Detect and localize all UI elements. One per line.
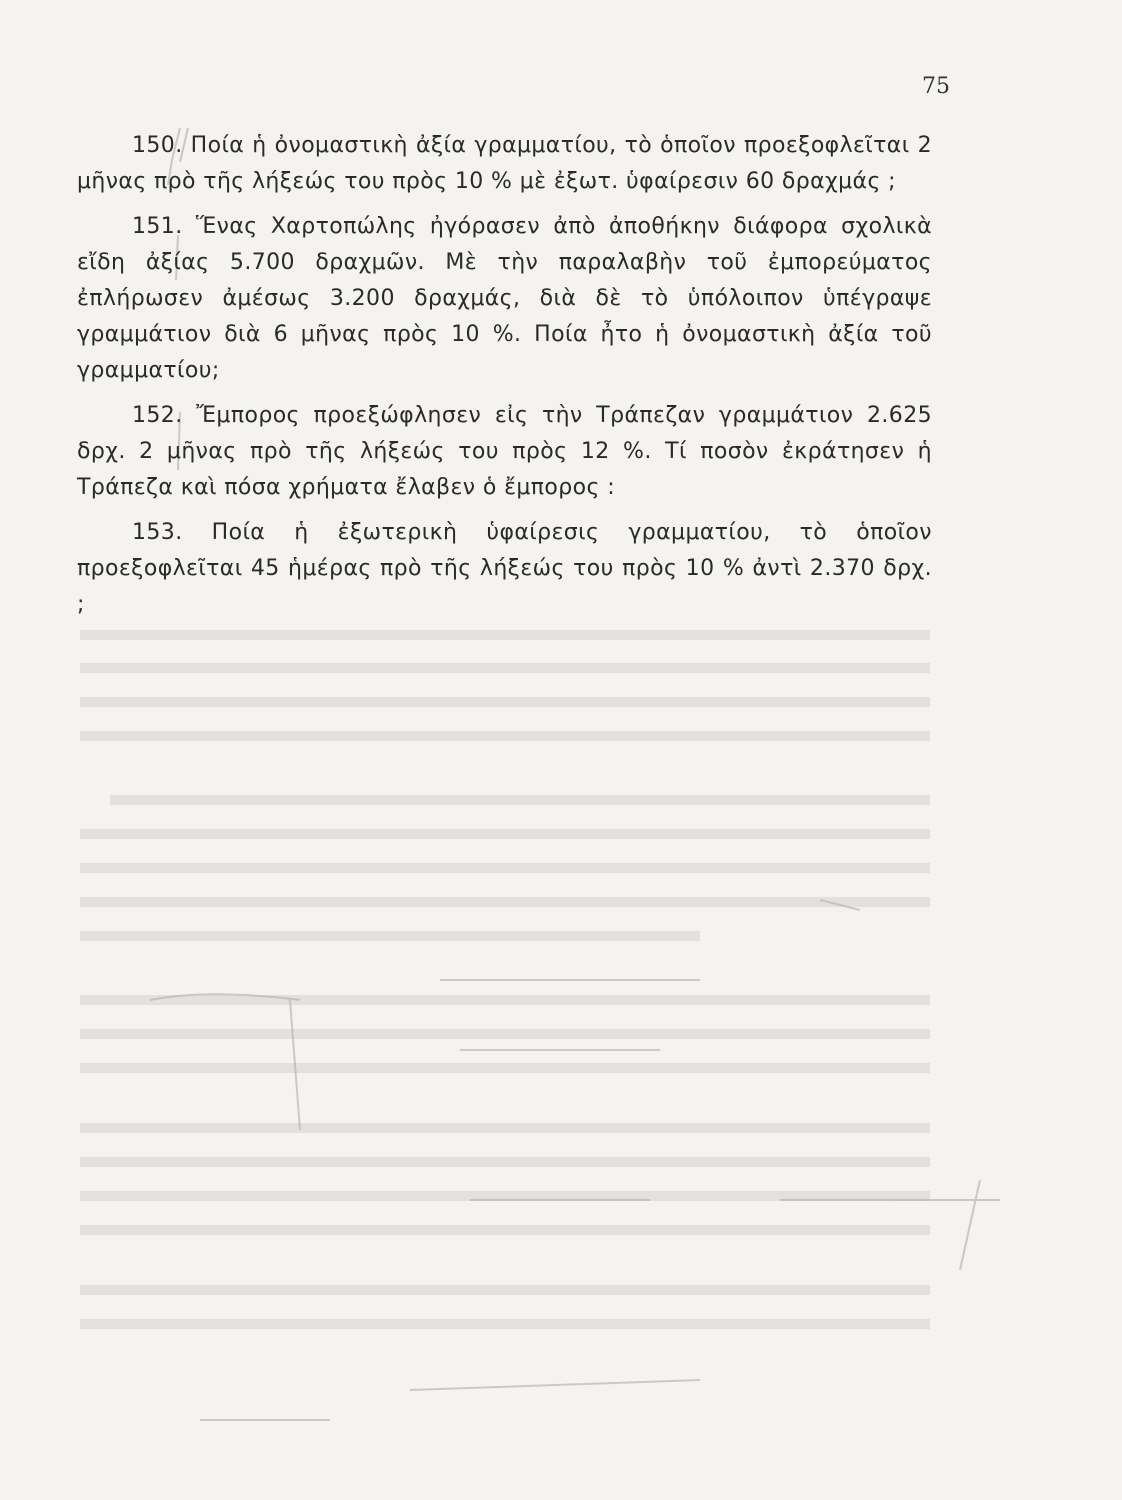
exercise-number: 150. [132,133,183,158]
exercise-152 [77,398,932,506]
page-number: 75 [922,74,950,99]
exercise-text: Ποία ἡ ὀνομαστικὴ ἀξία γραμματίου, τὸ ὁποῖον προεξοφλεῖται 2 μῆνας πρὸ τῆς λήξεώς του πρὸς 10 % μὲ ἐξωτ. ὑφαίρεσιν 60 δραχμάς ; [77,133,932,194]
exercise-number: 151. [132,214,183,239]
exercise-151 [77,209,932,389]
exercise-text: Ἕνας Χαρτοπώλης ἠγόρασεν ἀπὸ ἀποθήκην διάφορα σχολικὰ εἴδη ἀξίας 5.700 δραχμῶν. Μὲ τὴν παραλαβὴν τοῦ ἐμπορεύματος ἐπλήρωσεν ἀμέσως 3.200 δραχμάς, διὰ δὲ τὸ ὑπόλοιπον ὑπέγραψε γραμμάτιον διὰ 6 μῆνας πρὸς 10 %. Ποία ἦτο ἡ ὀνομαστικὴ ἀξία τοῦ γραμματίου; [77,214,932,383]
exercise-text: Ποία ἡ ἐξωτερικὴ ὑφαίρεσις γραμματίου, τὸ ὁποῖον προεξοφλεῖται 45 ἡμέρας πρὸ τῆς λήξεώς του πρὸς 10 % ἀντὶ 2.370 δρχ. ; [77,520,932,617]
exercise-text: Ἔμπορος προεξώφλησεν εἰς τὴν Τράπεζαν γραμμάτιον 2.625 δρχ. 2 μῆνας πρὸ τῆς λήξεώς του πρὸς 12 %. Τί ποσὸν ἐκράτησεν ἡ Τράπεζα καὶ πόσα χρήματα ἔλαβεν ὁ ἔμπορος : [77,403,932,500]
exercise-number: 153. [132,520,183,545]
exercise-list [77,128,932,632]
exercise-153 [77,515,932,623]
exercise-150 [77,128,932,200]
exercise-number: 152. [132,403,183,428]
